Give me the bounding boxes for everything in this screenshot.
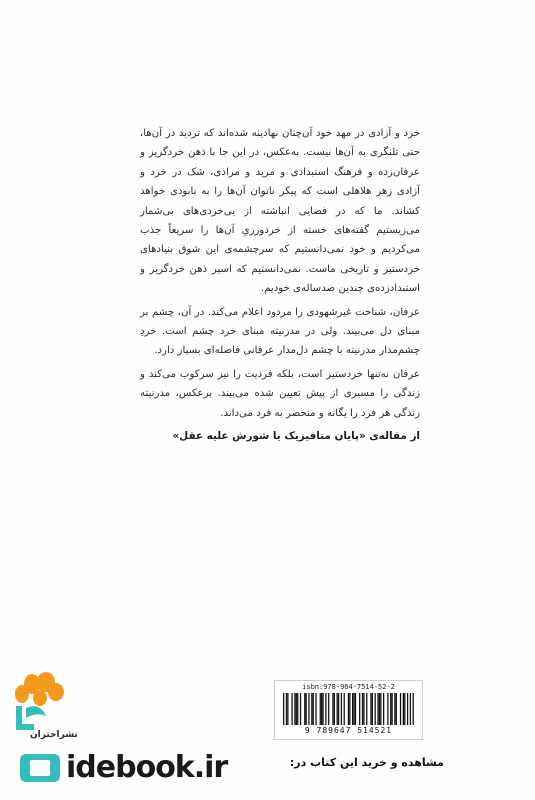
watermark-brand[interactable]: idebook.ir <box>66 750 228 785</box>
barcode-digits: 9 789647 514521 <box>304 726 393 735</box>
back-cover-text <box>140 124 420 447</box>
paragraph-3: عرفان نه‌تنها خردستیز است، بلکه فردیت را نیز سرکوب می‌کند و زندگی را مسیری از پیش تعیین شده می‌بیند. برعکس، مدرنیته زندگی هر فرد را یگانه و منحصر به فرد می‌داند. <box>140 368 420 419</box>
publisher-name: نشراختران <box>30 730 78 740</box>
isbn-label: isbn:978-964-7514-52-2 <box>302 683 395 691</box>
paragraph-2: عرفان، شناخت غیرشهودی را مردود اعلام می‌کند. در آن، چشم بر مبنای دل می‌بیند. ولی در مدرنیته مبنای خرد چشم است. خردِ چشم‌مدار مدرنیته با چشم دل‌مدار عرفانی فاصله‌ای بسیار دارد. <box>140 306 420 357</box>
watermark-caption: مشاهده و خرید این کتاب در: <box>289 756 444 769</box>
publisher-logo-icon <box>6 672 68 732</box>
publisher-logo <box>6 672 78 760</box>
paragraph-1: خرد و آزادی در مهد خود آن‌چنان نهادینه شده‌اند که تردید در آن‌ها، حتی تلنگری به آن‌ها نیست. به‌عکس، در این جا با ذهن خردگریز و عرفان‌زده و فرهنگ استبدادی و مرید و مرادی، شک در خرد و آزادی زهر هلاهلی است که پیکر ناتوان آن‌ها را به نابودی خواهد کشاند. ما که در فضایی انباشته از بی‌خردی‌های بی‌شمار می‌زیستیم گفته‌های خسته از خردورزیِ آن‌ها را سریعاً جذب می‌کردیم و خود نمی‌دانستیم که سرچشمه‌ی این شوق بنیادهای خردستیز و تاریخی ماست. نمی‌دانستیم که اسیر ذهن خردگریز و استبدادزده‌ی چندین صدساله‌ی خودیم. <box>140 128 420 295</box>
barcode <box>274 680 423 740</box>
book-icon <box>20 754 60 782</box>
quote-source: از مقاله‌ی «پایان متافیزیک یا شورش علیه عقل» <box>172 430 420 443</box>
barcode-bars-icon <box>283 693 414 725</box>
watermark-banner[interactable] <box>14 748 444 785</box>
